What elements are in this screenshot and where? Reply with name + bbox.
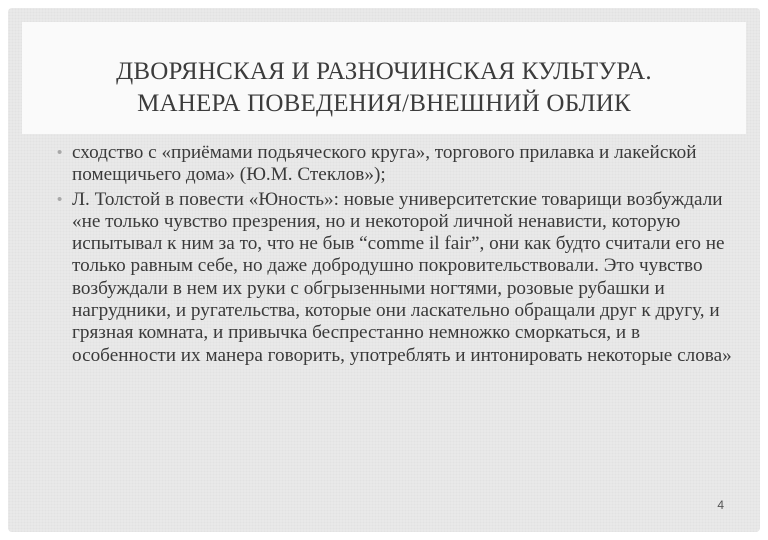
title-line-1: ДВОРЯНСКАЯ И РАЗНОЧИНСКАЯ КУЛЬТУРА. — [116, 58, 652, 85]
title-line-2: МАНЕРА ПОВЕДЕНИЯ/ВНЕШНИЙ ОБЛИК — [137, 90, 631, 117]
bullet-item — [48, 189, 736, 367]
title-box — [22, 22, 746, 134]
slide — [8, 8, 760, 532]
slide-title — [22, 56, 746, 120]
bullet-icon: • — [57, 190, 63, 208]
bullet-item — [48, 142, 736, 187]
bullet-text: сходство с «приёмами подьяческого круга», торгового прилавка и лакейской помещичьего дома» (Ю.М. Стеклов»); — [72, 142, 697, 186]
bullet-icon: • — [57, 144, 63, 161]
bullet-text: Л. Толстой в повести «Юность»: новые университетские товарищи возбуждали «не только чувство презрения, но и некоторой личной ненависти, которую испытывал к ним за то, что не быв “comme il fair”, они как будто считали его не только равным себе, но даже добродушно покровительствовали. Это чувство возбуждали в нем их руки с обгрызенными ногтями, розовые рубашки и нагрудники, и ругательства, которые они ласкательно обращали друг к другу, и грязная комната, и привычка беспрестанно немножко сморкаться, и в особенности их манера говорить, употреблять и интонировать некоторые слова» — [72, 188, 732, 366]
bullet-list — [48, 142, 736, 369]
page-number: 4 — [717, 498, 724, 512]
